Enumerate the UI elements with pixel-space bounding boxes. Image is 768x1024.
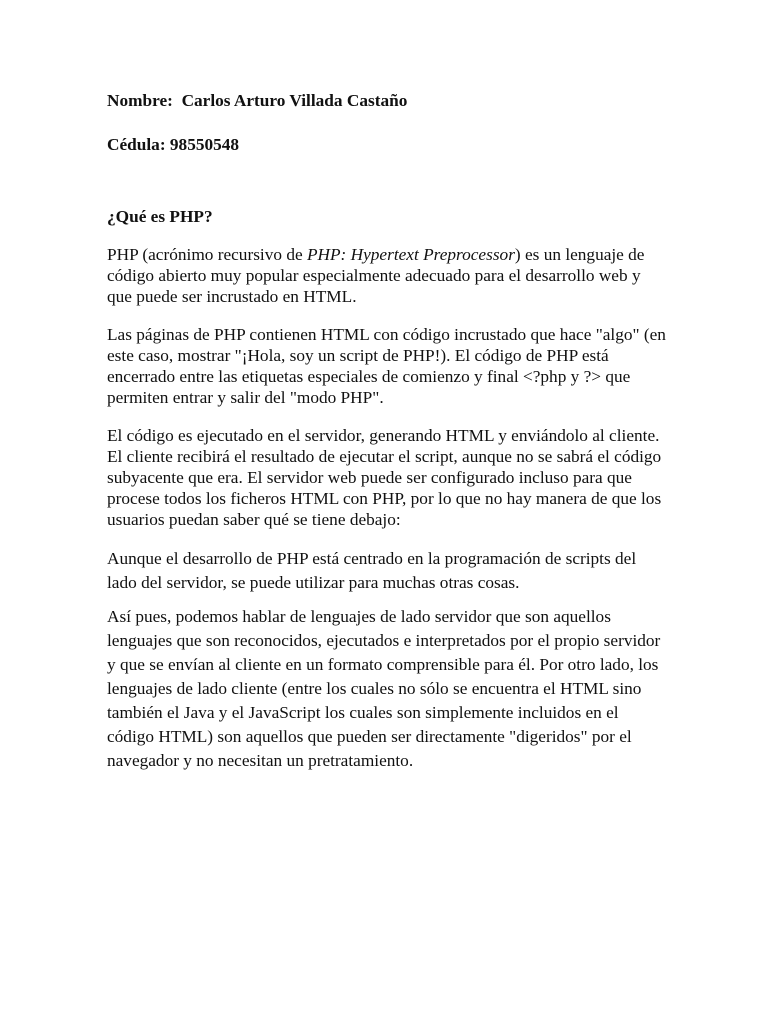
paragraph-1-emphasis: PHP: Hypertext Preprocessor bbox=[306, 245, 515, 264]
id-line bbox=[107, 132, 667, 158]
paragraph-2: Las páginas de PHP contienen HTML con código incrustado que hace "algo" (en este caso, mostrar "¡Hola, soy un script de PHP!). El código de PHP está encerrado entre las etiquetas especiales de comienzo y final <?php y ?> que permiten entrar y salir del "modo PHP". bbox=[107, 325, 666, 407]
id-label: Cédula: bbox=[107, 135, 166, 154]
paragraph-1-end: ) es un lenguaje de código abierto muy popular especialmente adecuado para el desarrollo web y que puede ser incrustado en HTML. bbox=[107, 245, 645, 306]
paragraph-1-start: PHP (acrónimo recursivo de bbox=[107, 245, 307, 264]
document-body bbox=[107, 88, 667, 773]
paragraph-3: El código es ejecutado en el servidor, generando HTML y enviándolo al cliente. El cliente recibirá el resultado de ejecutar el script, aunque no se sabrá el código subyacente que era. El servidor web puede ser configurado incluso para que procese todos los ficheros HTML con PHP, por lo que no hay manera de que los usuarios puedan saber qué se tiene debajo: bbox=[107, 426, 662, 529]
paragraph-5: Así pues, podemos hablar de lenguajes de lado servidor que son aquellos lenguajes que son reconocidos, ejecutados e interpretados por el propio servidor y que se envían al cliente en un formato comprensible para él. Por otro lado, los lenguajes de lado cliente (entre los cuales no sólo se encuentra el HTML sino también el Java y el JavaScript los cuales son simplemente incluidos en el código HTML) son aquellos que pueden ser directamente "digeridos" por el navegador y no necesitan un pretratamiento. bbox=[107, 607, 661, 770]
id-value: 98550548 bbox=[169, 135, 240, 154]
section-heading: ¿Qué es PHP? bbox=[107, 207, 213, 226]
name-label: Nombre: bbox=[107, 91, 173, 110]
name-line bbox=[107, 88, 667, 114]
name-value: Carlos Arturo Villada Castaño bbox=[181, 91, 408, 110]
paragraph-4: Aunque el desarrollo de PHP está centrado en la programación de scripts del lado del servidor, se puede utilizar para muchas otras cosas. bbox=[107, 549, 637, 592]
paragraph-1 bbox=[107, 244, 667, 307]
